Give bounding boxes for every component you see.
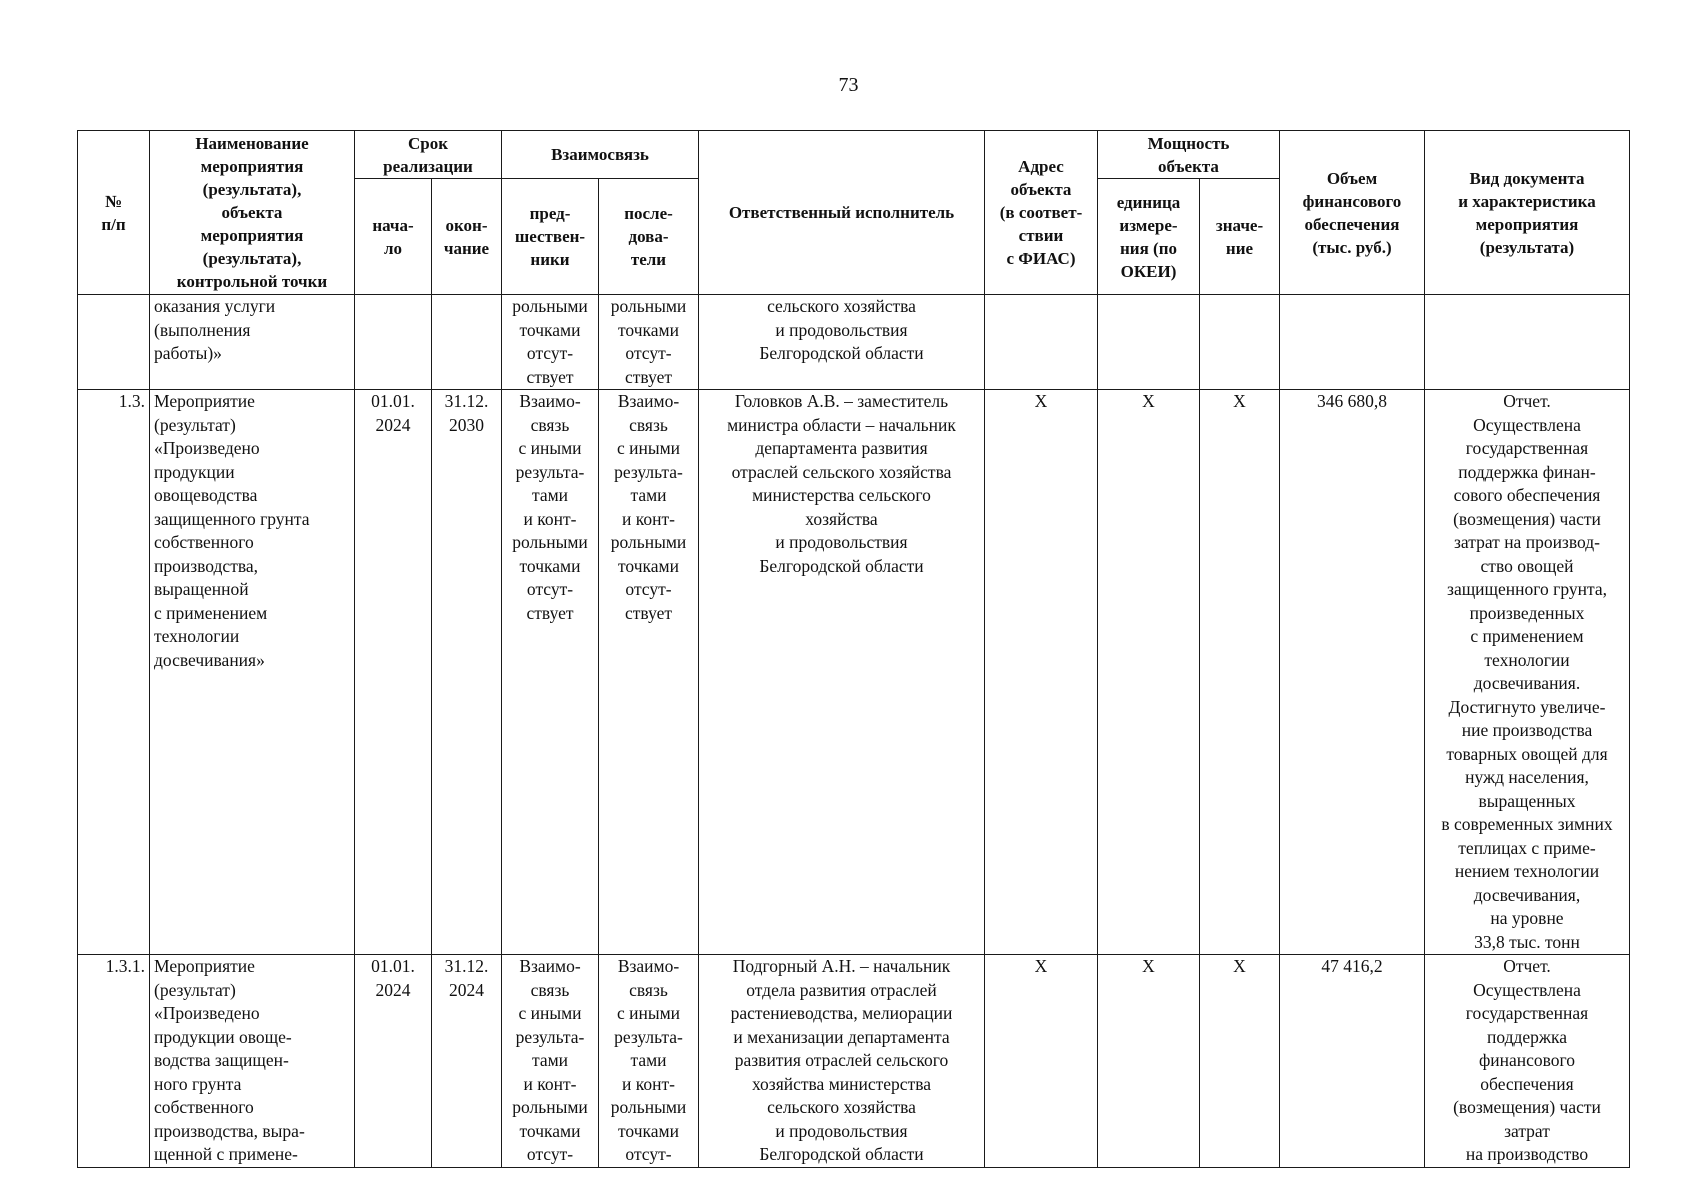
cell-line: результа- bbox=[614, 1026, 683, 1047]
header-address: Адрес объекта (в соответ- ствии с ФИАС) bbox=[985, 131, 1098, 295]
cell-line: продукции овоще- bbox=[154, 1026, 292, 1047]
cell-line: овощеводства bbox=[154, 485, 258, 505]
header-capacity: Мощность объекта bbox=[1098, 131, 1280, 179]
cell-line: Осуществлена bbox=[1473, 979, 1581, 1000]
cell-num: 1.3.1. bbox=[78, 955, 150, 1168]
cell-line: 01.01. bbox=[371, 391, 415, 411]
cell-line: финансового bbox=[1478, 1050, 1576, 1070]
header-finance: Объем финансового обеспечения (тыс. руб.) bbox=[1280, 131, 1425, 295]
cell-line: с иными bbox=[518, 438, 582, 458]
header-num: № п/п bbox=[78, 131, 150, 295]
cell-line: рольными bbox=[610, 296, 687, 316]
cell-line: в современных зимних bbox=[1441, 814, 1613, 834]
cell-doc-type bbox=[1425, 390, 1630, 955]
cell-line: 31.12. bbox=[444, 391, 489, 411]
cell-line: выращенной bbox=[154, 579, 249, 599]
cell-line: 2024 bbox=[449, 979, 484, 1000]
cell-finance: 346 680,8 bbox=[1280, 390, 1425, 955]
page-number: 73 bbox=[838, 74, 859, 96]
cell-unit: Х bbox=[1098, 955, 1200, 1168]
header-value: значе- ние bbox=[1200, 179, 1280, 295]
cell-successors bbox=[599, 390, 699, 955]
cell-line: выращенных bbox=[1478, 790, 1576, 811]
cell-line: 2024 bbox=[375, 979, 411, 1000]
cell-line: хозяйства bbox=[805, 508, 878, 529]
header-predecessors: пред- шествен- ники bbox=[502, 179, 599, 295]
header-doc-type: Вид документа и характеристика мероприятия (результата) bbox=[1425, 131, 1630, 295]
header-successors: после- дова- тели bbox=[599, 179, 699, 295]
cell-name bbox=[150, 295, 355, 390]
cell-line: тами bbox=[630, 485, 667, 505]
cell-start bbox=[355, 390, 432, 955]
cell-line: государственная bbox=[1465, 438, 1589, 458]
cell-line: с применением bbox=[1470, 626, 1584, 646]
events-table bbox=[77, 130, 1630, 1168]
cell-value: Х bbox=[1200, 955, 1280, 1168]
cell-line: (результат) bbox=[154, 414, 236, 435]
cell-line: досвечивания» bbox=[154, 649, 265, 670]
header-relation: Взаимосвязь bbox=[502, 131, 699, 179]
cell-end bbox=[432, 390, 502, 955]
cell-line: результа- bbox=[515, 1026, 585, 1047]
cell-address: Х bbox=[985, 390, 1098, 955]
cell-doc-type bbox=[1425, 295, 1630, 390]
cell-line: (возмещения) части bbox=[1453, 508, 1601, 529]
cell-line: рольными bbox=[512, 296, 588, 316]
cell-line: ствует bbox=[526, 602, 574, 623]
cell-line: технологии bbox=[1484, 649, 1570, 670]
cell-line: теплицах с приме- bbox=[1458, 837, 1596, 858]
cell-line: точками bbox=[519, 555, 581, 576]
cell-doc-type bbox=[1425, 955, 1630, 1168]
cell-line: связь bbox=[530, 979, 570, 1000]
cell-line: Подгорный А.Н. – начальник bbox=[732, 956, 951, 976]
cell-line: досвечивания. bbox=[1473, 673, 1581, 693]
cell-line: Белгородской области bbox=[759, 555, 924, 576]
cell-line: (результат) bbox=[154, 979, 236, 1000]
cell-line: отсут- bbox=[625, 343, 672, 363]
cell-responsible bbox=[699, 390, 985, 955]
cell-line: нением технологии bbox=[1454, 861, 1600, 881]
cell-line: Взаимо- bbox=[617, 391, 680, 411]
cell-line: тами bbox=[531, 1050, 569, 1070]
cell-line: сельского хозяйства bbox=[767, 1097, 916, 1117]
cell-line: и конт- bbox=[523, 508, 577, 529]
cell-address: Х bbox=[985, 955, 1098, 1168]
cell-line: отсут- bbox=[625, 1144, 672, 1164]
header-start: нача- ло bbox=[355, 179, 432, 295]
cell-line: Осуществлена bbox=[1473, 414, 1581, 435]
cell-value bbox=[1200, 295, 1280, 390]
cell-unit bbox=[1098, 295, 1200, 390]
cell-line: с применением bbox=[154, 602, 268, 623]
cell-line: растениеводства, мелиорации bbox=[730, 1003, 953, 1023]
cell-line: 2030 bbox=[449, 414, 484, 435]
cell-line: Мероприятие bbox=[154, 391, 255, 411]
cell-line: 01.01. bbox=[371, 956, 415, 976]
cell-line: рольными bbox=[512, 532, 588, 552]
table-row bbox=[78, 955, 1630, 1168]
cell-line: результа- bbox=[614, 461, 683, 482]
cell-line: на производство bbox=[1465, 1144, 1589, 1164]
cell-name bbox=[150, 955, 355, 1168]
cell-responsible bbox=[699, 295, 985, 390]
cell-predecessors bbox=[502, 295, 599, 390]
cell-line: Отчет. bbox=[1503, 391, 1551, 411]
cell-predecessors bbox=[502, 955, 599, 1168]
cell-line: собственного bbox=[154, 1097, 254, 1117]
cell-line: связь bbox=[629, 414, 668, 435]
cell-successors bbox=[599, 295, 699, 390]
cell-line: рольными bbox=[610, 1097, 687, 1117]
cell-line: «Произведено bbox=[154, 438, 260, 458]
cell-line: и конт- bbox=[523, 1073, 577, 1094]
cell-line: Взаимо- bbox=[519, 391, 581, 411]
cell-start bbox=[355, 955, 432, 1168]
cell-line: ство овощей bbox=[1480, 555, 1574, 576]
cell-line: работы)» bbox=[154, 343, 222, 363]
cell-line: Головков А.В. – заместитель bbox=[734, 391, 949, 411]
cell-line: тами bbox=[531, 485, 569, 505]
cell-line: товарных овощей для bbox=[1446, 743, 1608, 764]
table-body bbox=[78, 295, 1630, 1168]
cell-line: Белгородской области bbox=[759, 343, 924, 363]
cell-line: Белгородской области bbox=[759, 1144, 924, 1164]
cell-line: Мероприятие bbox=[154, 956, 255, 976]
cell-line: «Произведено bbox=[154, 1003, 260, 1023]
cell-line: Отчет. bbox=[1503, 956, 1551, 976]
cell-line: министерства сельского bbox=[752, 485, 931, 505]
cell-line: точками bbox=[618, 1120, 679, 1141]
cell-name bbox=[150, 390, 355, 955]
cell-line: и конт- bbox=[622, 508, 675, 529]
cell-value: Х bbox=[1200, 390, 1280, 955]
cell-line: департамента развития bbox=[755, 438, 928, 458]
header-name: Наименование мероприятия (результата), объекта мероприятия (результата), контрольной точки bbox=[150, 131, 355, 295]
cell-line: рольными bbox=[610, 532, 687, 552]
cell-line: отсут- bbox=[526, 579, 574, 599]
cell-line: 2024 bbox=[375, 414, 411, 435]
cell-line: продукции bbox=[154, 461, 235, 482]
cell-line: отсут- bbox=[625, 579, 672, 599]
cell-line: обеспечения bbox=[1480, 1073, 1574, 1094]
cell-line: отсут- bbox=[526, 1144, 574, 1164]
cell-line: Взаимо- bbox=[519, 956, 581, 976]
cell-line: точками bbox=[519, 319, 581, 340]
cell-line: отраслей сельского хозяйства bbox=[731, 461, 952, 482]
cell-finance bbox=[1280, 295, 1425, 390]
cell-line: 33,8 тыс. тонн bbox=[1474, 931, 1580, 952]
cell-line: производства, выра- bbox=[154, 1120, 305, 1141]
header-responsible: Ответственный исполнитель bbox=[699, 131, 985, 295]
cell-line: поддержка финан- bbox=[1458, 461, 1596, 482]
cell-line: оказания услуги bbox=[154, 296, 276, 316]
cell-line: сельского хозяйства bbox=[767, 296, 916, 316]
cell-line: государственная bbox=[1465, 1003, 1589, 1023]
cell-line: точками bbox=[519, 1120, 581, 1141]
cell-line: с иными bbox=[616, 438, 681, 458]
cell-predecessors bbox=[502, 390, 599, 955]
cell-line: развития отраслей сельского bbox=[734, 1050, 949, 1070]
cell-line: технологии bbox=[154, 626, 240, 646]
cell-line: и механизации департамента bbox=[733, 1026, 950, 1047]
cell-line: Достигнуто увеличе- bbox=[1448, 696, 1606, 717]
cell-line: поддержка bbox=[1486, 1026, 1568, 1047]
cell-line: 31.12. bbox=[444, 956, 489, 976]
cell-line: произведенных bbox=[1469, 602, 1585, 623]
cell-line: с иными bbox=[616, 1003, 681, 1023]
header-unit: единица измере- ния (по ОКЕИ) bbox=[1098, 179, 1200, 295]
cell-line: хозяйства министерства bbox=[751, 1073, 932, 1094]
cell-line: тами bbox=[630, 1050, 667, 1070]
cell-line: связь bbox=[530, 414, 570, 435]
cell-end bbox=[432, 295, 502, 390]
cell-responsible bbox=[699, 955, 985, 1168]
cell-num: 1.3. bbox=[78, 390, 150, 955]
cell-line: собственного bbox=[154, 532, 254, 552]
cell-line: и продовольствия bbox=[775, 319, 908, 340]
cell-end bbox=[432, 955, 502, 1168]
cell-line: на уровне bbox=[1490, 908, 1564, 928]
cell-line: точками bbox=[618, 555, 679, 576]
cell-line: затрат на производ- bbox=[1454, 532, 1600, 552]
cell-start bbox=[355, 295, 432, 390]
cell-line: щенной с примене- bbox=[154, 1144, 298, 1164]
cell-line: ние производства bbox=[1461, 720, 1593, 740]
cell-line: затрат bbox=[1504, 1120, 1550, 1141]
table-row bbox=[78, 390, 1630, 955]
cell-address bbox=[985, 295, 1098, 390]
cell-line: ного грунта bbox=[154, 1073, 242, 1094]
cell-line: ствует bbox=[624, 366, 672, 387]
cell-line: защищенного грунта, bbox=[1447, 579, 1607, 599]
cell-line: рольными bbox=[512, 1097, 588, 1117]
table-header bbox=[78, 131, 1630, 295]
cell-line: и продовольствия bbox=[775, 1120, 908, 1141]
cell-line: нужд населения, bbox=[1465, 767, 1589, 787]
cell-line: водства защищен- bbox=[154, 1050, 289, 1070]
cell-line: связь bbox=[629, 979, 668, 1000]
cell-line: досвечивания, bbox=[1473, 884, 1581, 905]
cell-line: министра области – начальник bbox=[727, 414, 956, 435]
cell-line: и конт- bbox=[622, 1073, 675, 1094]
cell-line: производства, bbox=[154, 555, 259, 576]
cell-line: (выполнения bbox=[154, 319, 251, 340]
cell-line: отсут- bbox=[526, 343, 574, 363]
cell-finance: 47 416,2 bbox=[1280, 955, 1425, 1168]
cell-line: ствует bbox=[526, 366, 574, 387]
cell-line: сового обеспечения bbox=[1453, 485, 1601, 505]
cell-line: точками bbox=[618, 319, 679, 340]
cell-line: ствует bbox=[624, 602, 672, 623]
cell-line: защищенного грунта bbox=[154, 508, 310, 529]
cell-num bbox=[78, 295, 150, 390]
cell-line: с иными bbox=[518, 1003, 582, 1023]
header-end: окон- чание bbox=[432, 179, 502, 295]
cell-line: (возмещения) части bbox=[1453, 1097, 1601, 1117]
cell-unit: Х bbox=[1098, 390, 1200, 955]
cell-successors bbox=[599, 955, 699, 1168]
header-period: Срок реализации bbox=[355, 131, 502, 179]
table-row bbox=[78, 295, 1630, 390]
cell-line: отдела развития отраслей bbox=[746, 979, 937, 1000]
cell-line: результа- bbox=[515, 461, 585, 482]
cell-line: Взаимо- bbox=[617, 956, 680, 976]
cell-line: и продовольствия bbox=[775, 532, 908, 552]
